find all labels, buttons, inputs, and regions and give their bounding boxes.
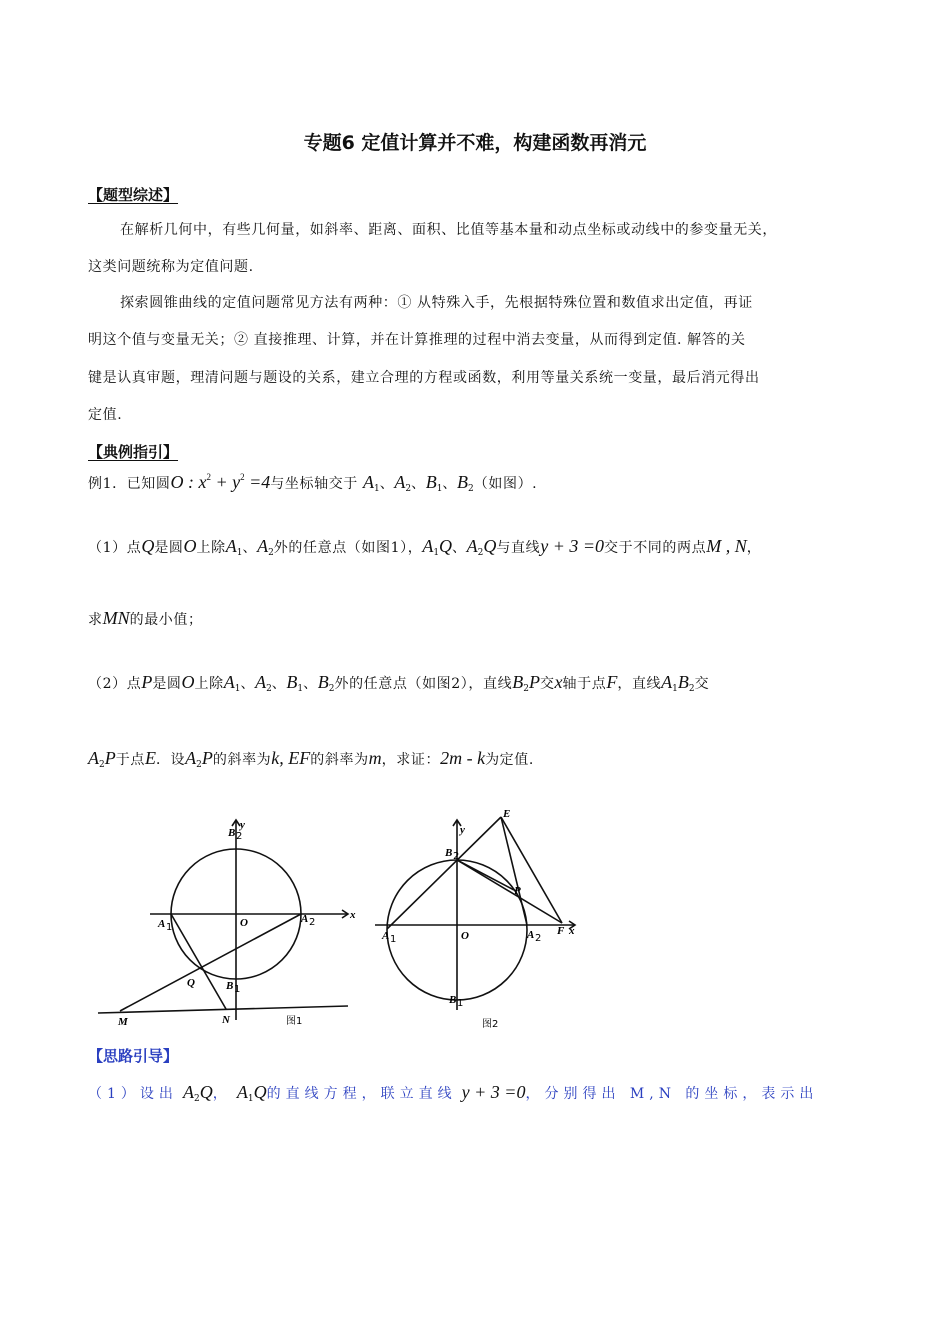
fig1-line-y-plus-3 <box>98 1006 348 1013</box>
fig2-line-EF <box>501 817 562 923</box>
fig1-label-B1: B <box>226 980 234 992</box>
fig1-label-N: N <box>222 1014 230 1026</box>
question-1-line1: （1）点Q是圆O上除A1、A2外的任意点（如图1），A1Q、A2Q与直线y + 3 =0交于不同的两点M , N， <box>88 536 762 558</box>
fig2-line-A1B2E <box>387 817 501 929</box>
fig1-line-A2Q <box>120 914 301 1011</box>
section-heading-hint: 【思路引导】 <box>88 1047 179 1065</box>
overview-p1-line1: 在解析几何中，有些几何量，如斜率、距离、面积、比值等基本量和动点坐标或动线中的参变量无关， <box>120 222 777 238</box>
fig1-label-A2: A <box>301 913 309 925</box>
fig1-caption: 图1 <box>286 1016 303 1027</box>
svg-text:1: 1 <box>457 998 464 1009</box>
overview-p2-line1: 探索圆锥曲线的定值问题常见方法有两种：① 从特殊入手，先根据特殊位置和数值求出定值，再证 <box>120 295 753 311</box>
svg-text:1: 1 <box>390 934 397 945</box>
question-1-line2: 求MN的最小值； <box>88 608 203 628</box>
overview-p2-line4: 定值. <box>88 407 123 423</box>
svg-text:2: 2 <box>309 917 316 928</box>
fig2-line-B2P <box>457 860 514 890</box>
fig1-line-A1Q <box>171 914 226 1009</box>
fig2-label-x: x <box>569 925 575 937</box>
fig1-label-M: M <box>118 1016 128 1028</box>
fig2-label-A2: A <box>527 929 535 941</box>
fig1-label-Q: Q <box>187 977 195 989</box>
fig2-label-A1: A <box>382 930 390 942</box>
svg-text:2: 2 <box>535 933 542 944</box>
hint-line1: （1）设出 A2Q， A1Q的直线方程，联立直线 y + 3 =0，分别得出 M,N 的坐标，表示出 <box>88 1082 819 1104</box>
fig2-label-E: E <box>503 808 511 820</box>
figure-2 <box>370 805 590 1035</box>
expression-2m-k: 2m - k <box>440 748 486 768</box>
fig2-label-B2: B <box>445 847 453 859</box>
question-2-line1: （2）点P是圆O上除A1、A2、B1、B2外的任意点（如图2），直线B2P交x轴于点F，直线A1B2交 <box>88 672 710 694</box>
fig2-label-F: F <box>557 925 565 937</box>
fig1-label-y: y <box>240 819 245 831</box>
fig1-label-A1: A <box>158 918 166 930</box>
question-2-line2: A2P于点E．设A2P的斜率为k, EF的斜率为m，求证：2m - k为定值. <box>88 748 534 770</box>
overview-p1-line2: 这类问题统称为定值问题. <box>88 259 254 275</box>
fig1-label-x: x <box>350 909 356 921</box>
svg-text:2: 2 <box>453 851 460 862</box>
circle-equation: O : $x^2 + y^2 =4$ <box>170 472 271 492</box>
overview-p2-line3: 键是认真审题，理清问题与题设的关系，建立合理的方程或函数，利用等量关系统一变量，最后消元得出 <box>88 370 760 386</box>
fig2-caption: 图2 <box>482 1019 499 1030</box>
overview-p2-line2: 明这个值与变量无关；② 直接推理、计算，并在计算推理的过程中消去变量，从而得到定值. 解答的关 <box>88 332 746 348</box>
fig2-line-EA2 <box>501 817 527 925</box>
fig2-label-y: y <box>460 824 465 836</box>
section-heading-example: 【典例指引】 <box>88 443 179 461</box>
svg-text:1: 1 <box>234 984 241 995</box>
fig2-line-B2PF <box>457 860 562 923</box>
section-heading-overview: 【题型综述】 <box>88 186 179 204</box>
fig1-label-O: O <box>240 917 248 929</box>
line-equation: y + 3 =0 <box>540 536 604 556</box>
svg-text:2: 2 <box>236 831 243 842</box>
page-title: 专题6 定值计算并不难，构建函数再消元 <box>303 132 647 154</box>
fig2-label-B1: B <box>449 994 457 1006</box>
fig1-label-B2: B <box>228 827 236 839</box>
svg-text:1: 1 <box>166 922 173 933</box>
fig2-label-O: O <box>461 930 469 942</box>
fig2-label-P: P <box>514 885 521 897</box>
example-intro: 例1．已知圆O : $x^2 + y^2 =4$与坐标轴交于 A1、A2、B1、B2（如图）. <box>88 472 538 494</box>
figure-1 <box>90 810 360 1035</box>
